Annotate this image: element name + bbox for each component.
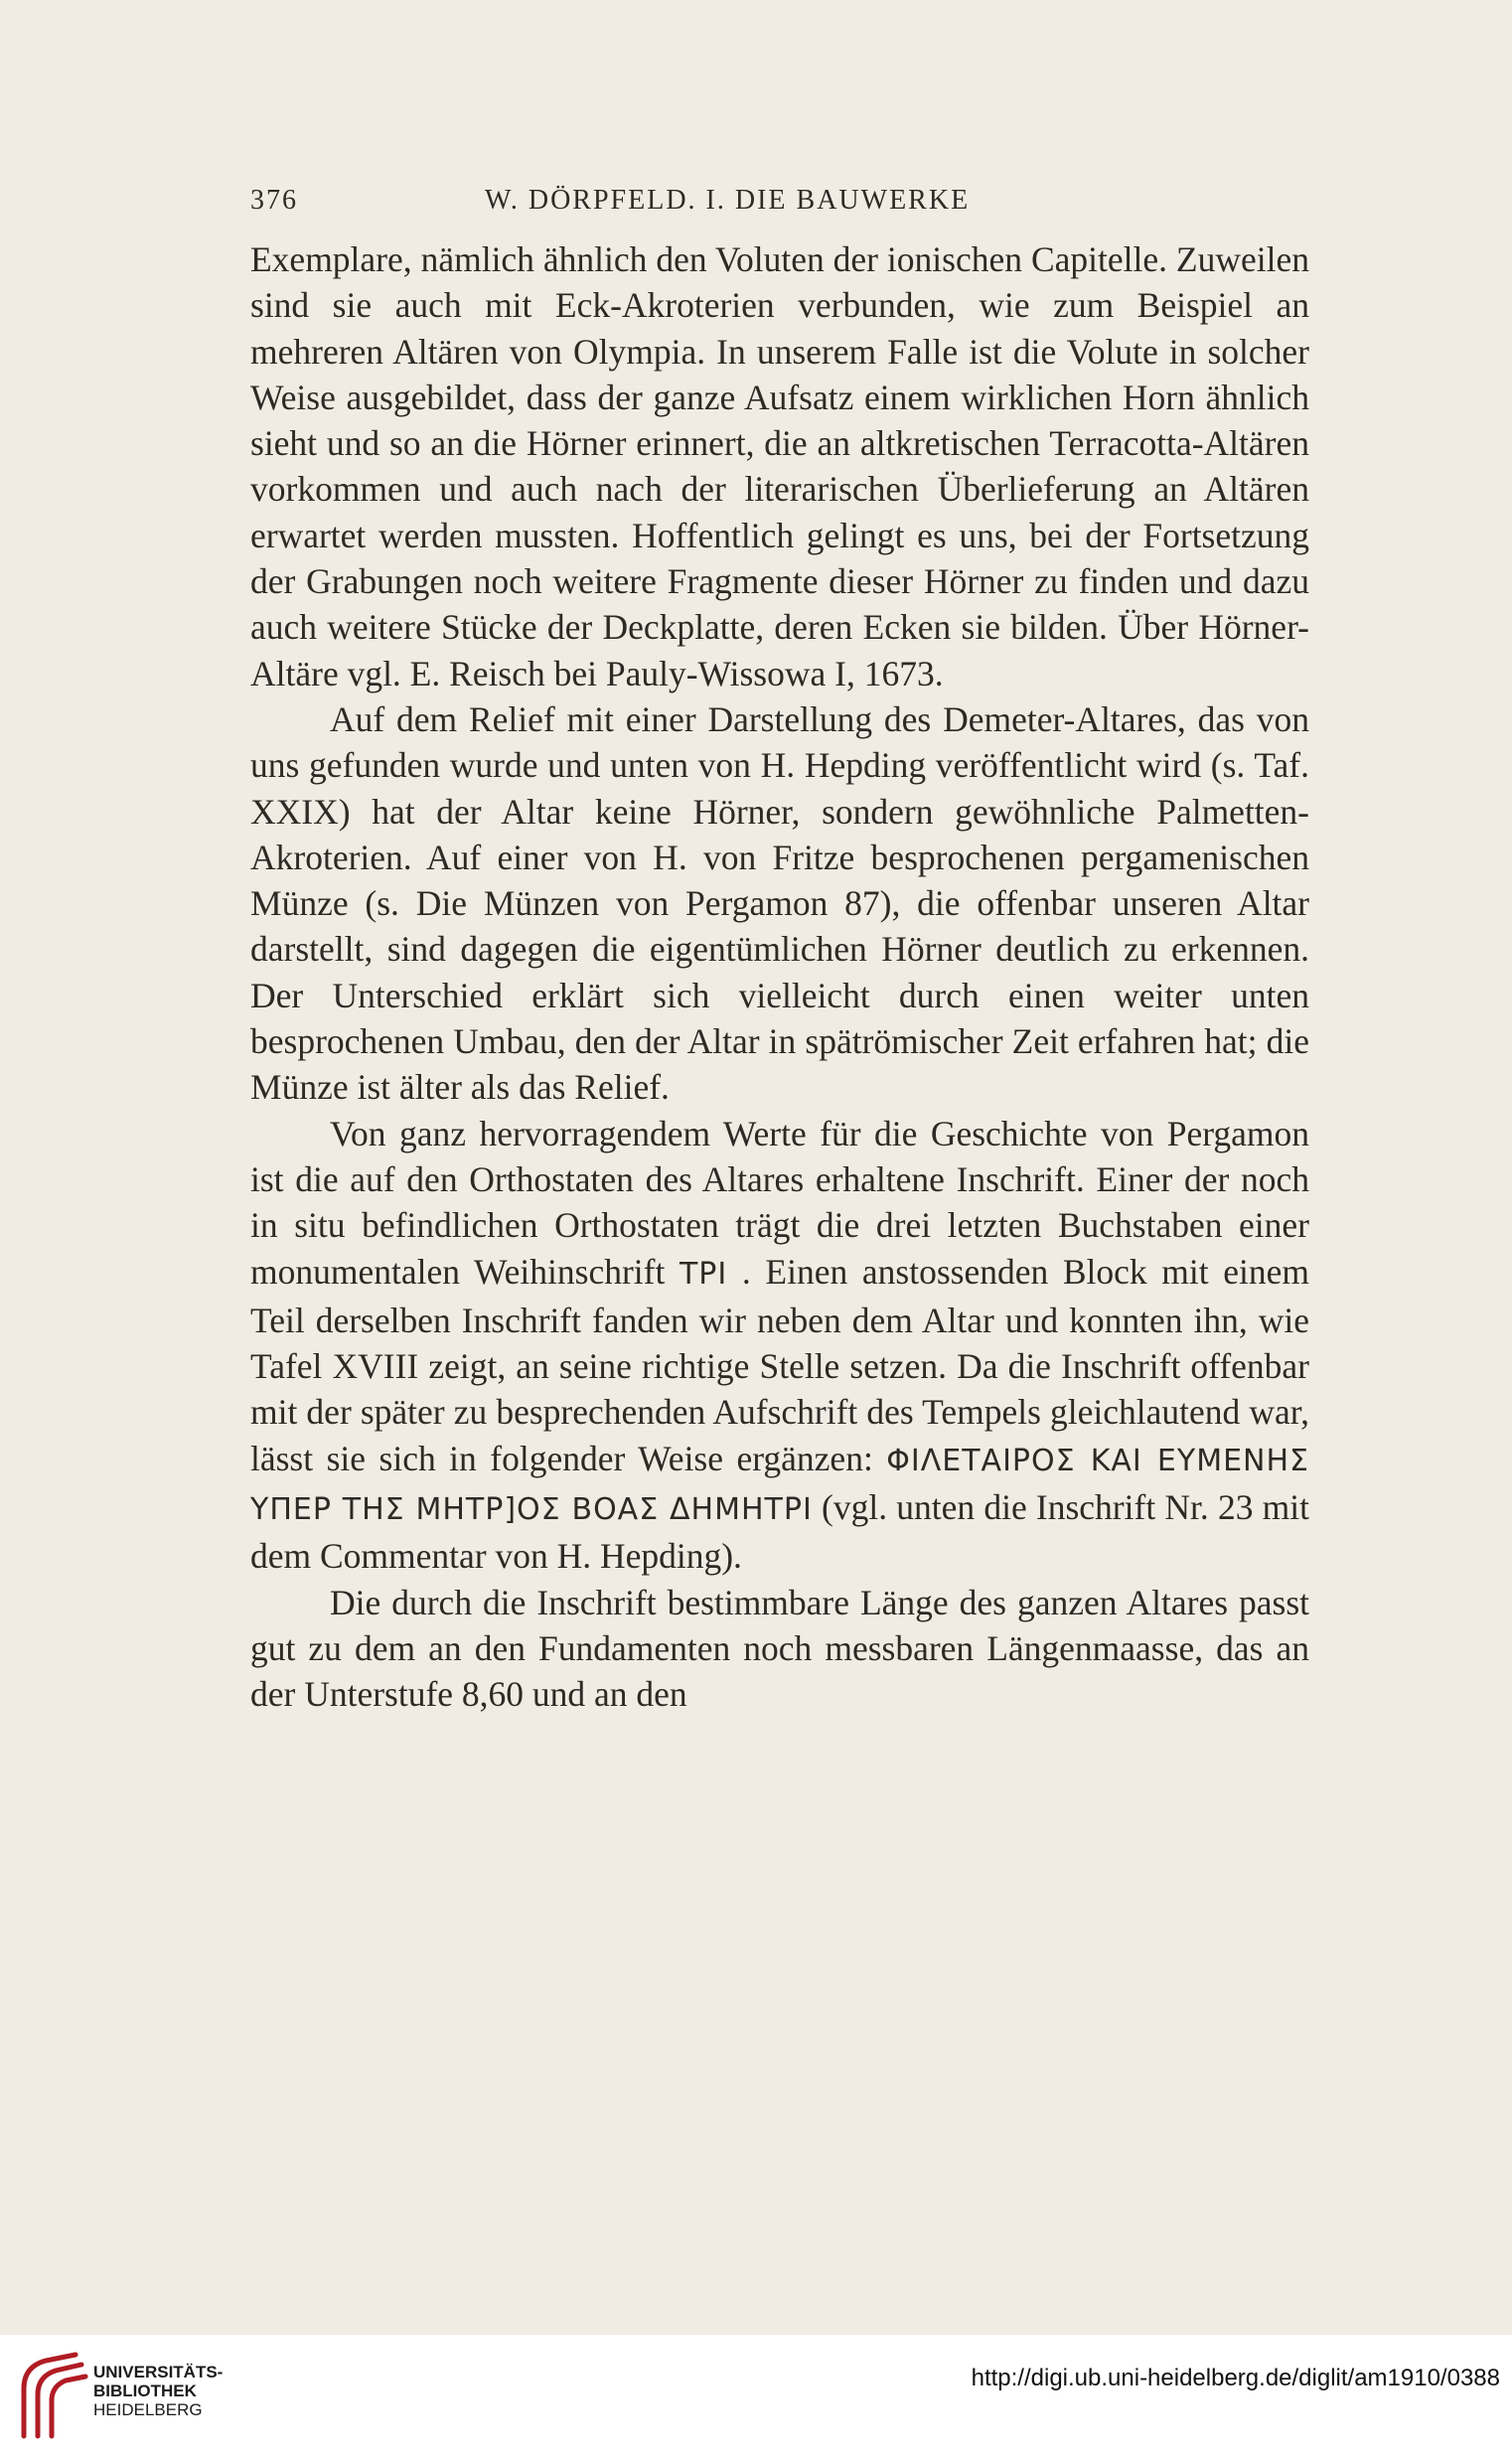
- library-name: [93, 2363, 223, 2419]
- body-text: [250, 236, 1309, 1718]
- library-line: HEIDELBERG: [93, 2400, 203, 2419]
- library-logo-icon: [12, 2349, 89, 2444]
- paragraph: Exemplare, nämlich ähnlich den Voluten der ionischen Capitelle. Zuweilen sind sie auch mit Eck-Akroterien verbunden, wie zum Beispiel an mehreren Altären von Olympia. In unserem Falle ist die Volute in solcher Weise ausgebildet, dass der ganze Aufsatz einem wirklichen Horn ähnlich sieht und so an die Hörner erinnert, die an altkretischen Terracotta-Altären vorkommen und auch nach der literarischen Überlieferung an Altären erwartet werden mussten. Hoffentlich gelingt es uns, bei der Fortsetzung der Grabungen noch weitere Fragmente dieser Hörner zu finden und dazu auch weitere Stücke der Deckplatte, deren Ecken sie bilden. Über Hörner-Altäre vgl. E. Reisch bei Pauly-Wissowa I, 1673.: [250, 239, 1309, 693]
- source-url-link[interactable]: http://digi.ub.uni-heidelberg.de/diglit/am1910/0388: [971, 2365, 1500, 2391]
- paragraph-text: (vgl. unten die Inschrift Nr. 23 mit dem Commentar von H. Hepding).: [250, 1487, 1309, 1577]
- paragraph-text: Von ganz hervorragendem Werte für die Geschichte von Pergamon ist die auf den Orthostaten des Altares erhaltene Inschrift. Einer der noch in situ befindlichen Orthostaten trägt die drei letzten Buchstaben einer monumentalen Weihinschrift: [250, 1113, 1309, 1292]
- greek-inscription: ΦΙΛΕΤΑΙΡΟΣ ΚΑΙ ΕΥΜΕΝΗΣ ΥΠΕΡ ΤΗΣ ΜΗΤΡ]ΟΣ ΒΟΑΣ ΔΗΜΗΤΡΙ: [250, 1443, 1309, 1528]
- greek-inscription: ΤΡΙ: [679, 1256, 728, 1292]
- library-line: UNIVERSITÄTS-: [93, 2363, 224, 2381]
- paragraph-inscription: [250, 1111, 1309, 1580]
- footer-bar: [0, 2335, 1512, 2456]
- running-title: W. DÖRPFELD. I. DIE BAUWERKE: [485, 185, 971, 216]
- paragraph: Die durch die Inschrift bestimmbare Länge des ganzen Altares passt gut zu dem an den Fundamenten noch messbaren Längenmaasse, das an der Unterstufe 8,60 und an den: [250, 1582, 1309, 1715]
- paragraph: Auf dem Relief mit einer Darstellung des Demeter-Altares, das von uns gefunden wurde und unten von H. Hepding veröffentlicht wird (s. Taf. XXIX) hat der Altar keine Hörner, sondern gewöhnliche Palmetten-Akroterien. Auf einer von H. von Fritze besprochenen pergamenischen Münze (s. Die Münzen von Pergamon 87), die offenbar unseren Altar darstellt, sind dagegen die eigentümlichen Hörner deutlich zu erkennen. Der Unterschied erklärt sich vielleicht durch einen weiter unten besprochenen Umbau, den der Altar in spätrömischer Zeit erfahren hat; die Münze ist älter als das Relief.: [250, 698, 1309, 1108]
- library-line: BIBLIOTHEK: [93, 2381, 197, 2400]
- page-number: 376: [250, 185, 298, 216]
- paragraph-text: . Einen anstossenden Block mit einem Teil derselben Inschrift fanden wir neben dem Altar und konnten ihn, wie Tafel XVIII zeigt, an seine richtige Stelle setzen. Da die Inschrift offenbar mit der später zu besprechenden Aufschrift des Tempels gleichlautend war, lässt sie sich in folgender Weise ergänzen:: [250, 1251, 1310, 1478]
